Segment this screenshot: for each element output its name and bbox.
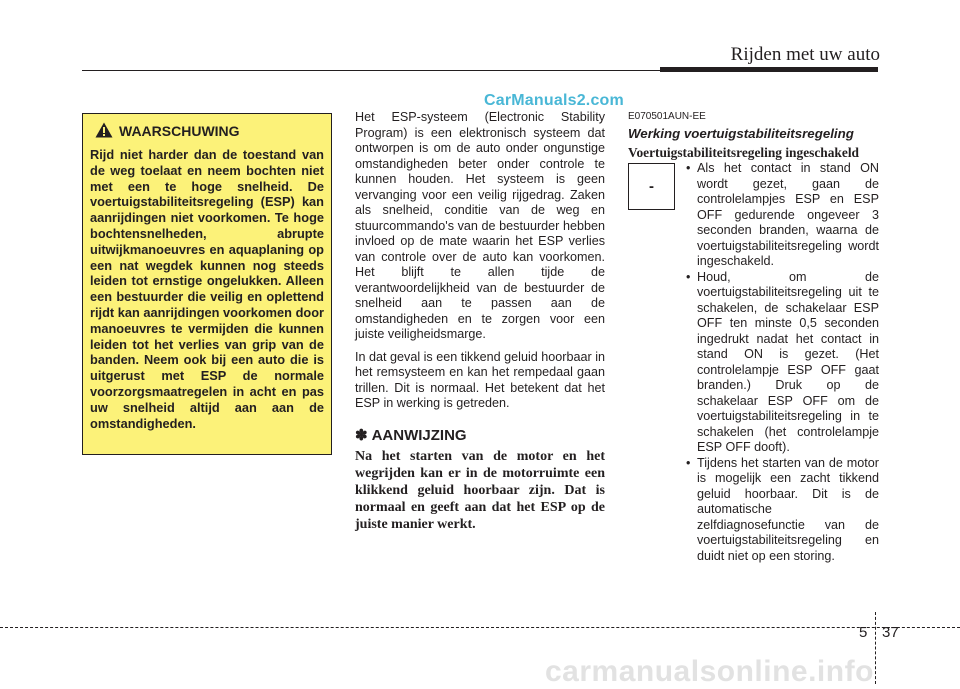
page-number: 37 <box>882 624 899 641</box>
indicator-placeholder-box <box>628 163 675 210</box>
note-star-icon: ✽ <box>355 426 368 444</box>
header-rule-thin <box>82 70 660 71</box>
running-header-title: Rijden met uw auto <box>730 44 880 65</box>
section-code: E070501AUN-EE <box>628 111 706 122</box>
esp-active-paragraph: In dat geval is een tikkend geluid hoorbaar in het remsysteem en kan het rempedaal gaan trillen. Dit is normaal. Het betekent dat het ESP in werking is getreden. <box>355 349 605 410</box>
section-title: Werking voertuigstabiliteitsregeling <box>628 126 854 141</box>
header-rule-thick <box>660 67 878 72</box>
section-subtitle: Voertuigstabiliteitsregeling ingeschakeld <box>628 145 859 160</box>
bullet-icon: • <box>686 455 691 470</box>
bullet-text: Tijdens het starten van de motor is mogelijk een zacht tikkend geluid hoorbaar. Dit is de automatische zelfdiagnosefunctie van de voertuigstabiliteitsregeling en duidt niet op een storing. <box>697 455 879 563</box>
warning-title: WAARSCHUWING <box>119 123 240 139</box>
warning-box <box>82 113 332 455</box>
list-item <box>686 270 879 456</box>
bullet-text: Als het contact in stand ON wordt gezet, gaan de controlelampjes ESP en ESP OFF gedurende ongeveer 3 seconden branden, waarna de voertuigstabiliteitsregeling wordt ingeschakeld. <box>697 161 879 268</box>
list-item <box>686 456 879 565</box>
watermark-carmanuals2-link[interactable]: CarManuals2.com <box>484 92 624 109</box>
middle-column <box>355 110 605 533</box>
footer-dashed-rule <box>0 627 960 628</box>
watermark-carmanualsonline-link[interactable]: carmanualsonline.info <box>545 655 874 688</box>
bullet-icon: • <box>686 161 691 175</box>
footer-page-divider <box>875 612 876 684</box>
esp-intro-paragraph: Het ESP-systeem (Electronic Stability Program) is een elektronisch systeem dat ontworpen is om de auto onder ongunstige omstandigheden beter onder controle te kunnen houden. Het systeem is geen vervanging voor een veilig rijgedrag. Zaken als snelheid, conditie van de weg en stuurcommando's van de bestuurder hebben invloed op de mate waarin het ESP verlies van controle over de auto kan voorkomen. Het blijft te allen tijde de verantwoordelijkheid van de bestuurder de snelheid aan te passen aan de omstandigheden en te zorgen voor een juiste veiligheidsmarge. <box>355 110 605 341</box>
warning-text: Rijd niet harder dan de toestand van de weg toelaat en neem bochten niet met een te hoge snelheid. De voertuigstabiliteitsregeling (ESP) kan aanrijdingen niet voorkomen. Te hoge bochtensnelheden, abrupte uitwijkmanoeuvres en aquaplaning op een nat wegdek kunnen nog steeds leiden tot ernstige ongelukken. Alleen een bestuurder die veilig en oplettend rijdt kan aanrijdingen voorkomen door manoeuvres te vermijden die kunnen leiden tot het verlies van grip van de banden. Neem ook bij een auto die is uitgerust met ESP de normale voorzorgsmaatregelen in acht en pas uw snelheid altijd aan aan de omstandigheden. <box>90 147 324 431</box>
page-chapter-number: 5 <box>859 624 868 641</box>
bullet-list <box>686 161 879 564</box>
list-item <box>686 161 879 270</box>
indicator-dash: - <box>649 178 654 195</box>
bullet-text: Houd, om de voertuigstabiliteitsregeling uit te schakelen, de schakelaar ESP OFF ten minste 0,5 seconden ingedrukt nadat het contact in stand ON is gezet. (Het controlelampje ESP OFF gaat branden.) Druk op de schakelaar ESP OFF om de voertuigstabiliteitsregeling in te schakelen (het controlelampje ESP OFF dooft). <box>697 269 879 454</box>
note-heading <box>355 426 605 444</box>
note-text: Na het starten van de motor en het wegrijden kan er in de motorruimte een klikkend geluid hoorbaar zijn. Dat is normaal en geeft aan dat het ESP op de juiste manier werkt. <box>355 448 605 532</box>
note-title: AANWIJZING <box>371 426 467 444</box>
warning-triangle-icon <box>95 122 113 138</box>
bullet-icon: • <box>686 269 691 284</box>
